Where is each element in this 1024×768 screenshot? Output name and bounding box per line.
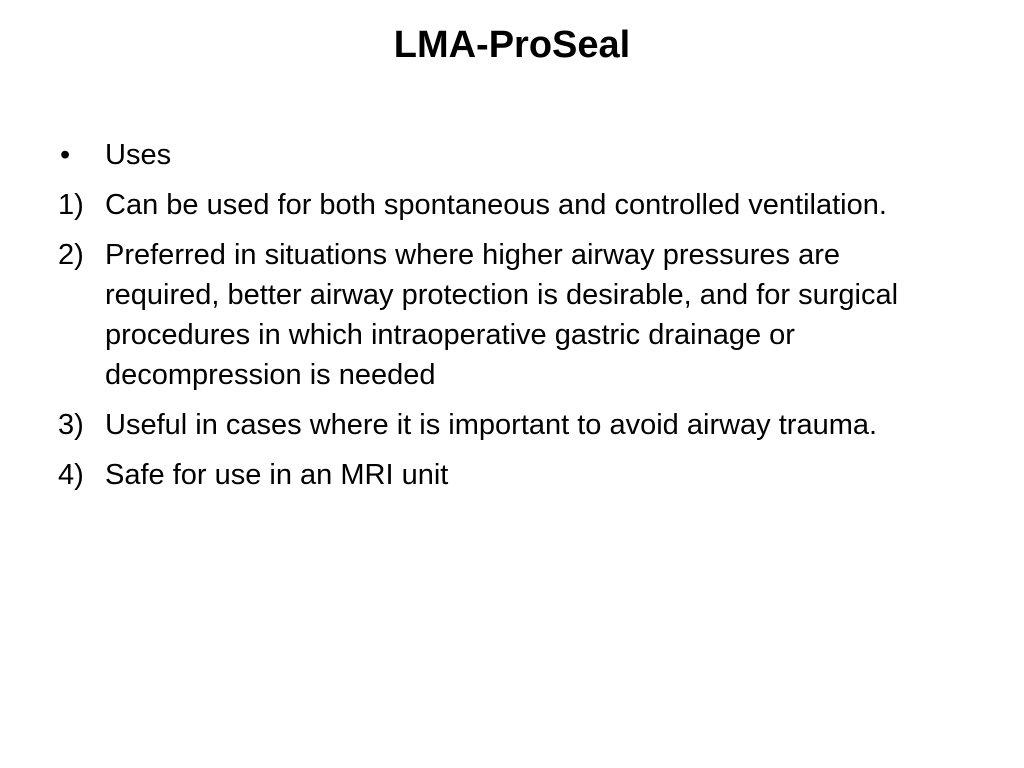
list-item-text: Safe for use in an MRI unit bbox=[105, 459, 449, 491]
list-item-text: Preferred in situations where higher airway pressures are required, better airway protection is desirable, and for surgical procedures in which intraoperative gastric drainage or decompression is needed bbox=[105, 239, 899, 391]
list-number: 1) bbox=[58, 189, 84, 221]
list-item-1 bbox=[58, 185, 938, 225]
slide-title: LMA-ProSeal bbox=[393, 24, 631, 66]
list-item-uses bbox=[58, 135, 938, 175]
bullet-marker: • bbox=[60, 139, 71, 171]
list-number: 2) bbox=[58, 239, 84, 271]
list-item-text: Useful in cases where it is important to avoid airway trauma. bbox=[105, 409, 878, 441]
list-number: 3) bbox=[58, 409, 84, 441]
list-item-text: Can be used for both spontaneous and controlled ventilation. bbox=[105, 189, 887, 221]
list-item-2 bbox=[58, 235, 938, 395]
list-item-4 bbox=[58, 455, 938, 495]
list-number: 4) bbox=[58, 459, 84, 491]
list-item-text: Uses bbox=[105, 139, 172, 171]
list-item-3 bbox=[58, 405, 938, 445]
slide-content bbox=[58, 135, 938, 505]
